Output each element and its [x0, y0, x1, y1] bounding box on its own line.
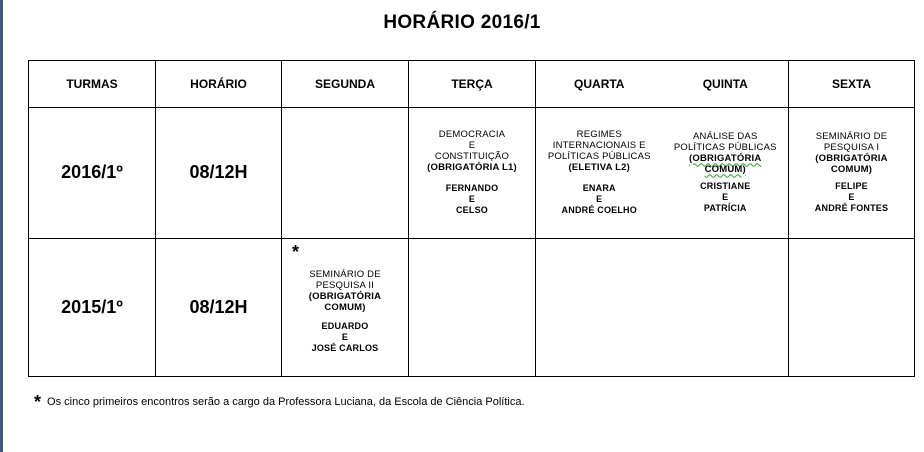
course-type: COMUM): [830, 164, 873, 176]
schedule-table: [28, 60, 915, 377]
sexta-cell-empty: [789, 238, 915, 376]
header-turmas: TURMAS: [29, 61, 156, 108]
course-line: DEMOCRACIA: [438, 129, 506, 141]
course-type: COMUM): [704, 164, 746, 176]
course-type: (ELETIVA L2): [568, 162, 630, 174]
header-segunda: SEGUNDA: [282, 61, 409, 108]
course-line: PESQUISA I: [823, 142, 880, 154]
turma-cell: 2016/1º: [29, 108, 156, 238]
course-line: E: [468, 140, 476, 152]
window-left-edge: [0, 0, 3, 452]
course-line: REGIMES: [576, 129, 622, 141]
quarta-course-cell: [536, 108, 663, 238]
course-line: ANÁLISE DAS: [692, 131, 758, 143]
turma-cell: 2015/1º: [29, 238, 156, 376]
header-quarta: QUARTA: [536, 61, 663, 108]
professor-line: ANDRÉ FONTES: [814, 203, 889, 214]
professor-line: FERNANDO: [445, 183, 499, 194]
professor-line: CRISTIANE: [700, 181, 751, 192]
course-line: POLÍTICAS PÚBLICAS: [547, 151, 651, 163]
course-line: SEMINÁRIO DE: [815, 131, 888, 143]
footnote: [34, 392, 525, 413]
professor-line: EDUARDO: [321, 320, 369, 331]
table-row: [29, 108, 915, 238]
table-row: [29, 238, 915, 376]
footnote-asterisk: *: [34, 392, 42, 412]
professor-line: ENARA: [582, 183, 616, 194]
footnote-text: Os cinco primeiros encontros serão a cargo da Professora Luciana, da Escola de Ciência Política.: [47, 396, 525, 408]
course-type: COMUM): [324, 301, 366, 313]
course-line: PESQUISA II: [315, 279, 375, 291]
professor-line: E: [341, 331, 349, 342]
quinta-cell-empty: [663, 238, 789, 376]
header-quinta: QUINTA: [663, 61, 789, 108]
professor-line: E: [722, 192, 729, 203]
terca-course-cell: [409, 108, 536, 238]
course-line: SEMINÁRIO DE: [309, 268, 381, 280]
course-type: (OBRIGATÓRIA: [308, 290, 382, 302]
course-line: CONSTITUIÇÃO: [434, 151, 510, 163]
segunda-cell-empty: [282, 108, 409, 238]
page-title: HORÁRIO 2016/1: [383, 12, 541, 33]
header-row: [29, 61, 915, 108]
course-type: (OBRIGATÓRIA: [689, 153, 762, 165]
header-horario: HORÁRIO: [156, 61, 282, 108]
professor-line: CELSO: [455, 205, 488, 216]
course-type: (OBRIGATÓRIA: [815, 153, 888, 165]
professor-line: E: [848, 192, 855, 203]
terca-cell-empty: [409, 238, 536, 376]
header-sexta: SEXTA: [789, 61, 915, 108]
professor-line: JOSÉ CARLOS: [311, 342, 379, 353]
professor-line: E: [468, 194, 476, 205]
course-line: POLÍTICAS PÚBLICAS: [673, 142, 777, 154]
course-line: INTERNACIONAIS E: [552, 140, 646, 152]
asterisk-marker: *: [292, 241, 300, 262]
professor-line: ANDRÉ COELHO: [561, 205, 637, 216]
course-type: (OBRIGATÓRIA L1): [427, 162, 517, 174]
horario-cell: 08/12H: [156, 238, 282, 376]
quarta-cell-empty: [536, 238, 663, 376]
segunda-course-cell: [282, 238, 409, 376]
professor-line: E: [596, 194, 603, 205]
horario-cell: 08/12H: [156, 108, 282, 238]
professor-line: PATRÍCIA: [703, 203, 747, 214]
professor-line: FELIPE: [835, 181, 868, 192]
sexta-course-cell: [789, 108, 915, 238]
quinta-course-cell: [663, 108, 789, 238]
header-terca: TERÇA: [409, 61, 536, 108]
